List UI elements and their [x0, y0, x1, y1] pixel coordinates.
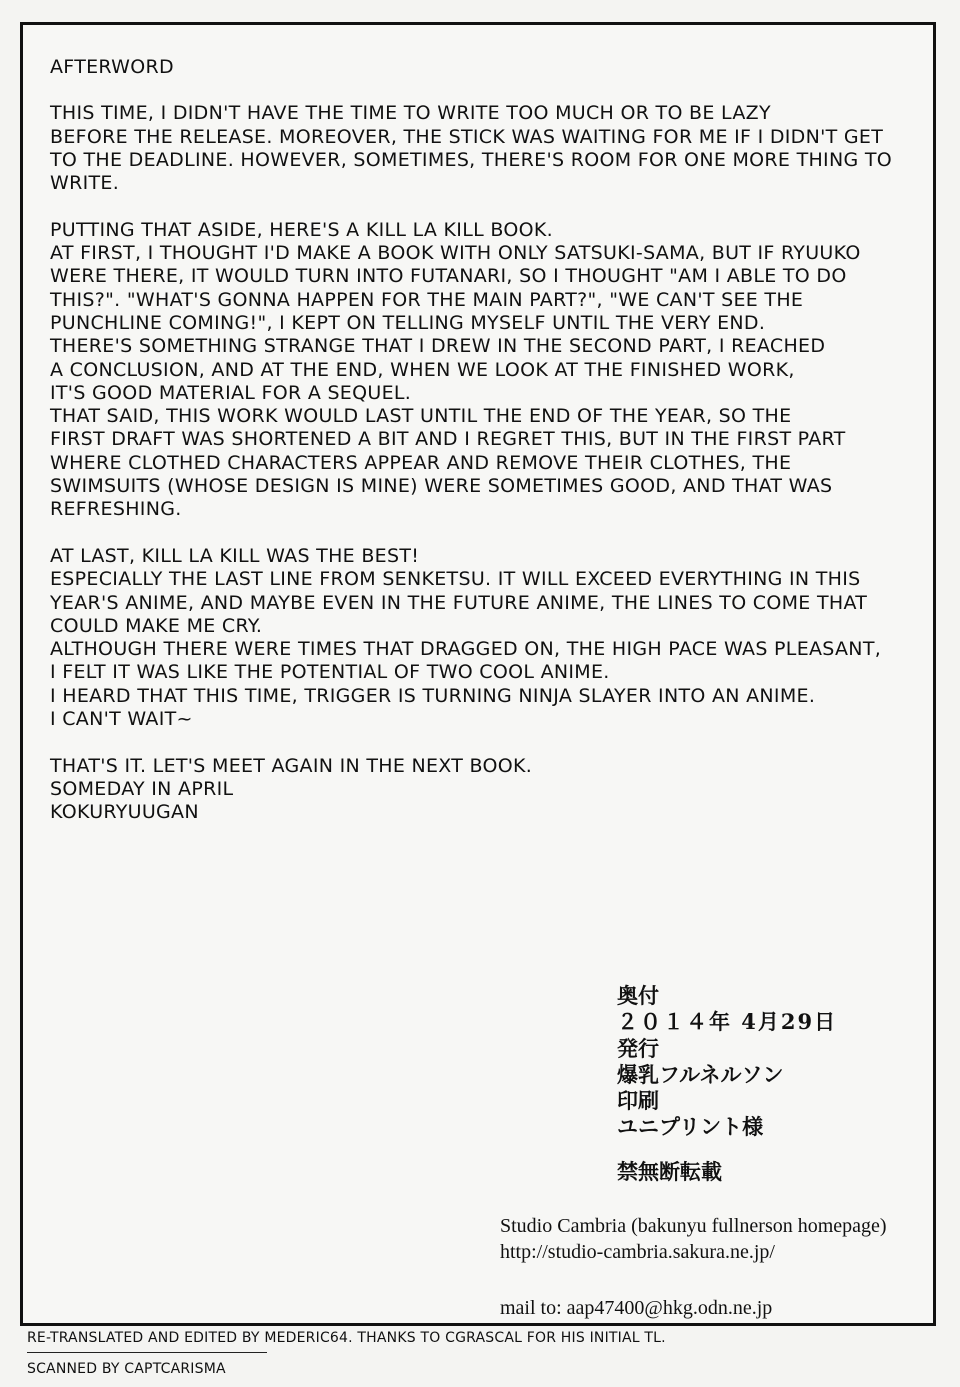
- text-line: BEFORE THE RELEASE. MOREOVER, THE STICK WAS WAITING FOR ME IF I DIDN'T GET: [50, 125, 884, 148]
- text-line: THAT'S IT. LET'S MEET AGAIN IN THE NEXT BOOK.: [50, 754, 533, 777]
- colophon: [617, 983, 917, 1185]
- printer-label: 印刷: [617, 1088, 659, 1114]
- afterword-title: AFTERWORD: [50, 56, 174, 78]
- scan-credit: SCANNED BY CAPTCARISMA: [27, 1361, 226, 1377]
- text-line: SOMEDAY IN APRIL: [50, 777, 234, 800]
- text-line: COULD MAKE ME CRY.: [50, 614, 263, 637]
- text-line: WERE THERE, IT WOULD TURN INTO FUTANARI, SO I THOUGHT "AM I ABLE TO DO: [50, 265, 847, 288]
- text-line: I FELT IT WAS LIKE THE POTENTIAL OF TWO COOL ANIME.: [50, 661, 610, 684]
- text-line: FIRST DRAFT WAS SHORTENED A BIT AND I REGRET THIS, BUT IN THE FIRST PART: [50, 428, 846, 451]
- text-line: THIS?". "WHAT'S GONNA HAPPEN FOR THE MAIN PART?", "WE CAN'T SEE THE: [50, 288, 804, 311]
- afterword-paragraph: [50, 545, 920, 731]
- afterword-paragraph: [50, 755, 920, 825]
- afterword-paragraph: [50, 102, 920, 195]
- studio-name: Studio Cambria (bakunyu fullnerson homepage): [500, 1215, 887, 1237]
- text-line: SWIMSUITS (WHOSE DESIGN IS MINE) WERE SOMETIMES GOOD, AND THAT WAS: [50, 475, 833, 498]
- printer-name: ユニプリント様: [617, 1114, 764, 1140]
- text-line: THERE'S SOMETHING STRANGE THAT I DREW IN THE SECOND PART, I REACHED: [50, 335, 826, 358]
- text-line: AT FIRST, I THOUGHT I'D MAKE A BOOK WITH ONLY SATSUKI-SAMA, BUT IF RYUUKO: [50, 242, 861, 265]
- text-line: ALTHOUGH THERE WERE TIMES THAT DRAGGED ON, THE HIGH PACE WAS PLEASANT,: [50, 638, 882, 661]
- text-line: TO THE DEADLINE. HOWEVER, SOMETIMES, THERE'S ROOM FOR ONE MORE THING TO: [50, 148, 893, 171]
- text-line: IT'S GOOD MATERIAL FOR A SEQUEL.: [50, 381, 412, 404]
- text-line: WRITE.: [50, 172, 120, 195]
- text-line: THAT SAID, THIS WORK WOULD LAST UNTIL THE END OF THE YEAR, SO THE: [50, 405, 792, 428]
- text-line: PUTTING THAT ASIDE, HERE'S A KILL LA KILL BOOK.: [50, 218, 553, 241]
- text-line: AT LAST, KILL LA KILL WAS THE BEST!: [50, 544, 420, 567]
- afterword-text-block: [50, 56, 920, 848]
- text-line: KOKURYUUGAN: [50, 801, 199, 824]
- afterword-paragraph: [50, 219, 920, 522]
- colophon-heading: 奥付: [617, 983, 659, 1008]
- studio-url[interactable]: http://studio-cambria.sakura.ne.jp/: [500, 1241, 775, 1263]
- text-line: REFRESHING.: [50, 498, 182, 521]
- text-line: ESPECIALLY THE LAST LINE FROM SENKETSU. IT WILL EXCEED EVERYTHING IN THIS: [50, 568, 861, 591]
- text-line: THIS TIME, I DIDN'T HAVE THE TIME TO WRITE TOO MUCH OR TO BE LAZY: [50, 102, 771, 125]
- colophon-date: ２０１４年 4月29日: [617, 1009, 838, 1035]
- text-line: PUNCHLINE COMING!", I KEPT ON TELLING MYSELF UNTIL THE VERY END.: [50, 311, 766, 334]
- publisher-name: 爆乳フルネルソン: [617, 1061, 784, 1087]
- text-line: I CAN'T WAIT~: [50, 708, 193, 731]
- text-line: YEAR'S ANIME, AND MAYBE EVEN IN THE FUTURE ANIME, THE LINES TO COME THAT: [50, 591, 868, 614]
- reproduction-notice: 禁無断転載: [617, 1158, 722, 1184]
- text-line: A CONCLUSION, AND AT THE END, WHEN WE LOOK AT THE FINISHED WORK,: [50, 358, 795, 381]
- text-line: I HEARD THAT THIS TIME, TRIGGER IS TURNING NINJA SLAYER INTO AN ANIME.: [50, 684, 816, 707]
- text-line: WHERE CLOTHED CHARACTERS APPEAR AND REMOVE THEIR CLOTHES, THE: [50, 451, 792, 474]
- publisher-label: 発行: [617, 1035, 659, 1061]
- studio-mail[interactable]: mail to: aap47400@hkg.odn.ne.jp: [500, 1297, 773, 1319]
- studio-info: [500, 1213, 930, 1321]
- translation-credit: RE-TRANSLATED AND EDITED BY MEDERIC64. THANKS TO CGRASCAL FOR HIS INITIAL TL.: [27, 1330, 666, 1346]
- credit-divider: [27, 1352, 267, 1353]
